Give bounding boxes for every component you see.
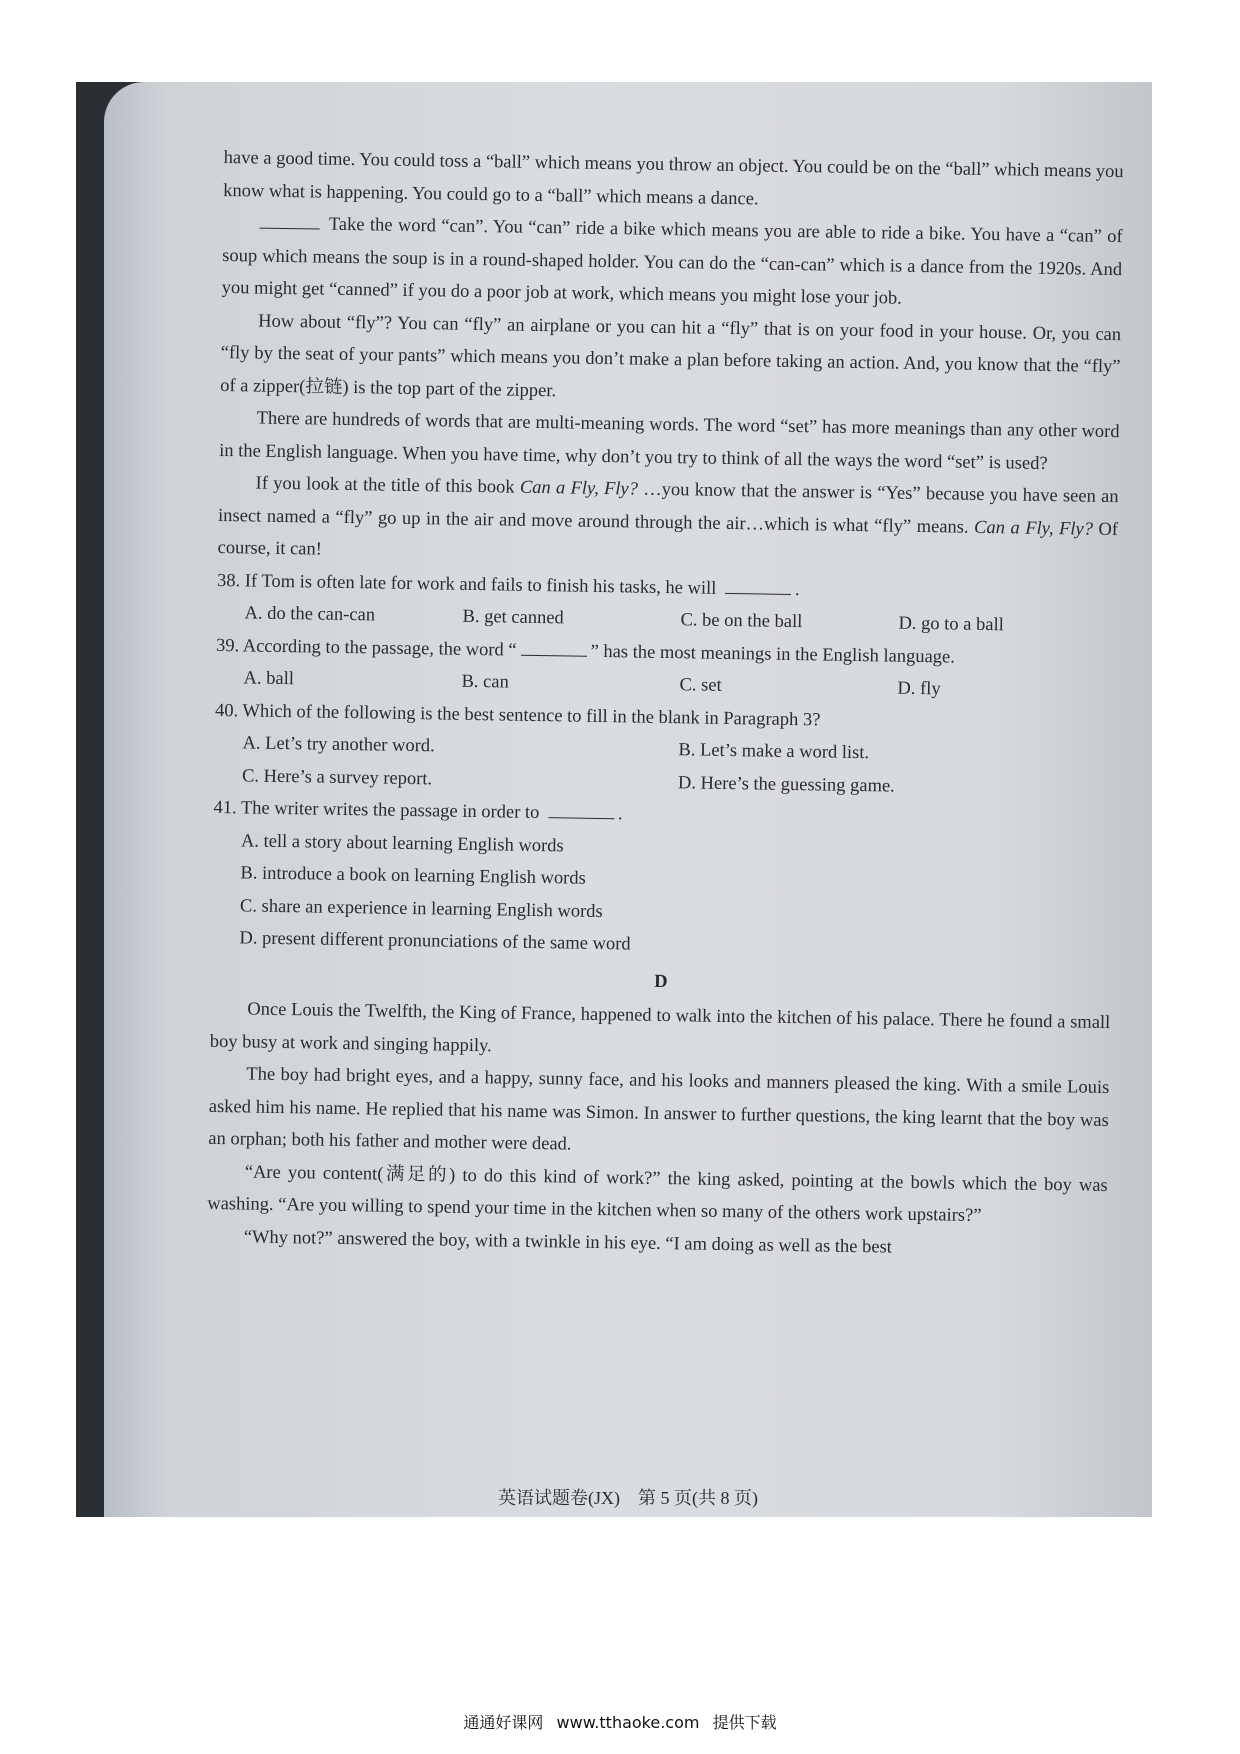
option-b: B. can [461, 671, 509, 693]
passage-content [207, 142, 1124, 1267]
option-d: D. Here’s the guessing game. [677, 772, 895, 797]
answer-blank [260, 209, 320, 229]
option-a: A. tell a story about learning English words [240, 830, 564, 856]
question-39: 39. According to the passage, the word “ ” has the most meanings in the English language. A. ball B. can C. set D. fly [215, 629, 1116, 708]
option-c: C. be on the ball [680, 610, 803, 633]
book-title: Can a Fly, Fly? [973, 517, 1094, 540]
passage-c-paragraph-1: have a good time. You could toss a “ball” which means you throw an object. You could be on the “ball” which means you know what is happening. You could go to a “ball” which means a dance. [223, 147, 1124, 209]
options [211, 824, 1113, 968]
download-footer [0, 1710, 1240, 1733]
option-a: A. do the can-can [244, 603, 376, 626]
download-note: 提供下载 [712, 1713, 777, 1732]
option-b: B. Let’s make a word list. [678, 740, 870, 764]
passage-c-paragraph-5: If you look at the title of this book Can a Fly, Fly? …you know that the answer is “Yes” because you have seen an insect named a “fly” go up in the air and move around through the air…which is what “fly” means. Can a Fly, Fly? Of course, it can! [217, 473, 1119, 560]
answer-blank [548, 799, 614, 820]
option-b: B. introduce a book on learning English words [240, 863, 586, 889]
answer-blank [725, 574, 791, 595]
site-url[interactable]: www.tthaoke.com [556, 1713, 700, 1732]
passage-c-paragraph-2: Take the word “can”. You “can” ride a bike which means you are able to ride a bike. You have a “can” of soup which means the soup is in a round-shaped holder. You can do the “can-can” which is a dance from the 1920s. And you might get “canned” if you do a poor job at work, which means you might lose your job. [221, 207, 1122, 319]
option-c: C. set [679, 675, 722, 696]
option-c: C. share an experience in learning English words [239, 895, 603, 922]
option-d: D. fly [897, 678, 941, 700]
option-a: A. ball [243, 668, 295, 690]
section-d-paragraph-1: Once Louis the Twelfth, the King of France, happened to walk into the kitchen of his palace. There he found a small boy busy at work and singing happily. [209, 999, 1111, 1056]
exam-paper [104, 82, 1152, 1517]
option-d: D. present different pronunciations of the same word [239, 928, 631, 955]
question-41: 41. The writer writes the passage in order to . A. tell a story about learning English words B. introduce a book on learning English words C. share an experience in learning English words D. present different pronunciations of the same word [211, 792, 1113, 969]
option-d: D. go to a ball [898, 613, 1004, 636]
exam-page-footer: 英语试题卷(JX) 第 5 页(共 8 页) [498, 1488, 758, 1508]
question-38: 38. If Tom is often late for work and fails to finish his tasks, he will . A. do the can-can B. get canned C. be on the ball D. go to a ball [216, 564, 1117, 643]
option-a: A. Let’s try another word. [242, 733, 435, 757]
section-d-heading: D [654, 971, 668, 992]
passage-c-paragraph-3: How about “fly”? You can “fly” an airplane or you can hit a “fly” that is on your food in your house. Or, you can “fly by the seat of your pants” which means you don’t make a plan before taking an action. And, you know that the “fly” of a zipper(拉链) is the top part of the zipper. [220, 311, 1122, 401]
answer-blank [521, 636, 587, 657]
option-c: C. Here’s a survey report. [241, 765, 433, 789]
option-b: B. get canned [462, 606, 564, 629]
book-title: Can a Fly, Fly? [519, 477, 639, 500]
question-40: 40. Which of the following is the best sentence to fill in the blank in Paragraph 3? A. Let’s try another word. B. Let’s make a word list. C. Here’s a survey report. D. Here’s the guessing game. [214, 694, 1115, 806]
section-d-paragraph-4: “Why not?” answered the boy, with a twinkle in his eye. “I am doing as well as the best [243, 1226, 893, 1258]
passage-c-paragraph-4: There are hundreds of words that are multi-meaning words. The word “set” has more meanings than any other word in the English language. When you have time, why don’t you try to think of all the ways the word “set” is used? [218, 408, 1120, 474]
section-d-paragraph-3: “Are you content(满足的) to do this kind of work?” the king asked, pointing at the bowls which the boy was washing. “Are you willing to spend your time in the kitchen when so many of the others work upstairs?” [207, 1161, 1108, 1227]
site-name: 通通好课网 [463, 1713, 544, 1732]
section-d-paragraph-2: The boy had bright eyes, and a happy, sunny face, and his looks and manners pleased the king. With a smile Louis asked him his name. He replied that his name was Simon. In answer to further questions, the king learnt that the boy was an orphan; both his father and mother were dead. [208, 1064, 1110, 1155]
exam-page-photo [76, 82, 1152, 1517]
